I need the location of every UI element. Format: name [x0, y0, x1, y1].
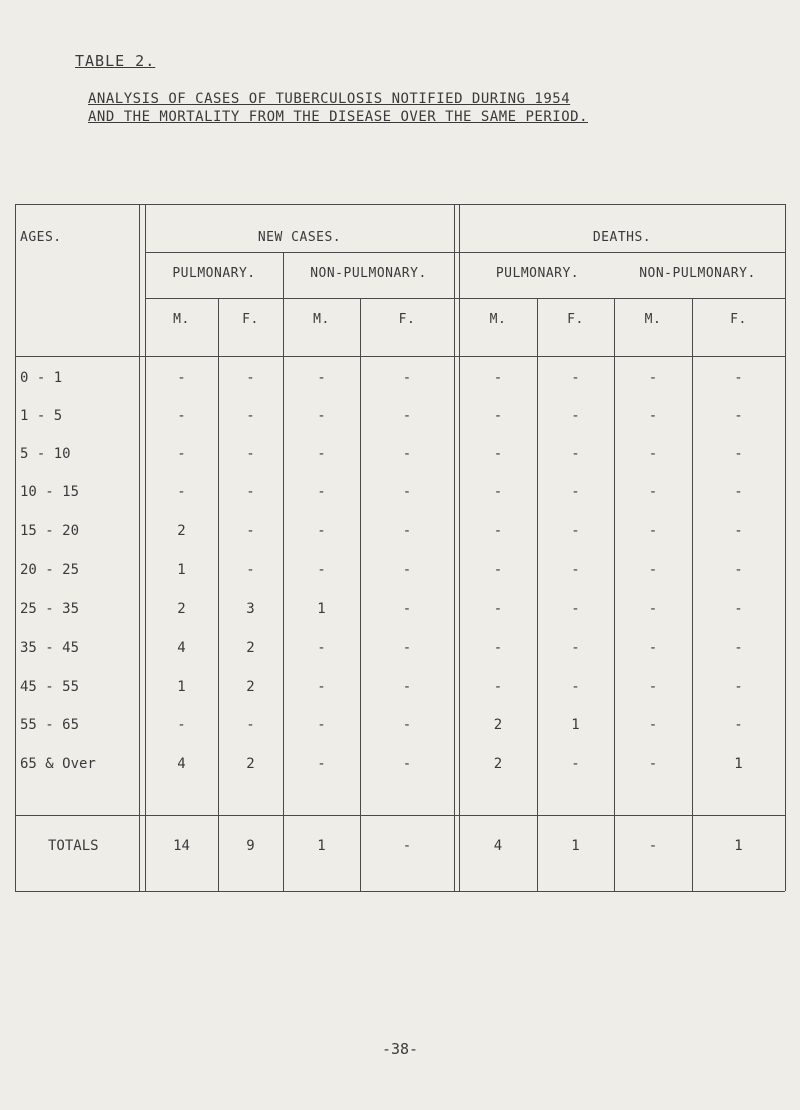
table-cell: -: [246, 484, 255, 500]
age-group-label: 55 - 65: [20, 717, 80, 733]
table-cell: -: [246, 408, 255, 424]
table-cell: -: [571, 370, 580, 386]
title-line-2: AND THE MORTALITY FROM THE DISEASE OVER THE SAME PERIOD.: [88, 109, 589, 125]
totals-cell: -: [402, 838, 412, 854]
table-cell: -: [648, 601, 658, 617]
table-cell: -: [402, 717, 412, 733]
totals-cell: -: [648, 838, 658, 854]
table-cell: 4: [177, 640, 186, 656]
table-cell: -: [493, 640, 503, 656]
table-cell: -: [571, 562, 580, 578]
table-cell: -: [571, 601, 580, 617]
table-cell: -: [571, 408, 580, 424]
table-cell: -: [246, 562, 255, 578]
table-cell: -: [402, 370, 412, 386]
table-cell: -: [571, 484, 580, 500]
table-cell: -: [317, 756, 326, 772]
deaths-non-pulmonary-header: NON-PULMONARY.: [639, 266, 756, 281]
table-cell: -: [317, 562, 326, 578]
table-cell: 3: [246, 601, 255, 617]
table-cell: -: [246, 370, 255, 386]
age-group-label: 1 - 5: [20, 408, 63, 424]
table-cell: -: [402, 523, 412, 539]
table-cell: 2: [177, 601, 186, 617]
sex-header-0: M.: [173, 312, 190, 327]
sex-header-4: M.: [489, 312, 507, 327]
table-cell: -: [402, 601, 412, 617]
table-cell: -: [177, 717, 186, 733]
new-pulmonary-header: PULMONARY.: [172, 266, 256, 281]
title-line-1: ANALYSIS OF CASES OF TUBERCULOSIS NOTIFIED DURING 1954: [88, 91, 571, 107]
table-cell: -: [648, 756, 658, 772]
table-cell: -: [317, 408, 326, 424]
table-cell: -: [571, 523, 580, 539]
table-cell: -: [177, 408, 186, 424]
table-cell: 2: [493, 756, 503, 772]
table-cell: -: [493, 601, 503, 617]
table-cell: -: [402, 756, 412, 772]
table-cell: -: [493, 408, 503, 424]
table-cell: 1: [734, 756, 743, 772]
table-cell: -: [246, 717, 255, 733]
table-cell: -: [493, 523, 503, 539]
totals-cell: 4: [493, 838, 503, 854]
table-cell: -: [317, 640, 326, 656]
table-cell: -: [648, 408, 658, 424]
table-cell: -: [493, 679, 503, 695]
table-title: [88, 90, 588, 126]
table-cell: -: [571, 756, 580, 772]
age-group-label: 5 - 10: [20, 446, 71, 462]
sex-header-6: M.: [644, 312, 662, 327]
table-cell: -: [734, 601, 743, 617]
table-cell: 1: [317, 601, 326, 617]
table-cell: -: [402, 446, 412, 462]
table-cell: -: [734, 446, 743, 462]
totals-cell: 9: [246, 838, 255, 854]
table-cell: -: [734, 523, 743, 539]
table-cell: -: [317, 523, 326, 539]
table-cell: -: [317, 446, 326, 462]
deaths-header: DEATHS.: [592, 230, 652, 245]
table-cell: -: [571, 640, 580, 656]
table-cell: 2: [246, 679, 255, 695]
sex-header-2: M.: [313, 312, 330, 327]
age-group-label: 10 - 15: [20, 484, 80, 500]
table-cell: -: [734, 562, 743, 578]
table-cell: -: [317, 370, 326, 386]
table-cell: 1: [177, 562, 186, 578]
table-cell: 2: [246, 640, 255, 656]
table-cell: -: [648, 562, 658, 578]
sex-header-1: F.: [242, 312, 259, 327]
table-cell: -: [734, 679, 743, 695]
age-group-label: 65 & Over: [20, 756, 96, 772]
age-group-label: 20 - 25: [20, 562, 80, 578]
table-cell: -: [402, 679, 412, 695]
table-cell: -: [246, 446, 255, 462]
table-cell: -: [648, 717, 658, 733]
page-number: -38-: [381, 1040, 419, 1058]
table-cell: -: [648, 640, 658, 656]
deaths-pulmonary-header: PULMONARY.: [495, 266, 580, 281]
totals-label: TOTALS: [48, 838, 99, 854]
ages-header: AGES.: [20, 230, 62, 245]
totals-cell: 14: [173, 838, 190, 854]
table-cell: -: [493, 370, 503, 386]
table-cell: 2: [493, 717, 503, 733]
totals-cell: 1: [317, 838, 326, 854]
table-cell: -: [402, 640, 412, 656]
table-cell: -: [734, 640, 743, 656]
sex-header-5: F.: [567, 312, 584, 327]
table-cell: -: [648, 446, 658, 462]
table-cell: -: [177, 484, 186, 500]
table-cell: -: [648, 370, 658, 386]
table-cell: -: [648, 523, 658, 539]
table-cell: 1: [177, 679, 186, 695]
table-cell: -: [734, 370, 743, 386]
table-cell: 4: [177, 756, 186, 772]
table-cell: -: [648, 484, 658, 500]
table-cell: 1: [571, 717, 580, 733]
sex-header-7: F.: [730, 312, 747, 327]
table-cell: -: [402, 408, 412, 424]
table-cell: -: [317, 679, 326, 695]
table-cell: -: [402, 484, 412, 500]
table-cell: -: [246, 523, 255, 539]
table-cell: -: [571, 679, 580, 695]
age-group-label: 45 - 55: [20, 679, 80, 695]
age-group-label: 0 - 1: [20, 370, 63, 386]
table-cell: -: [317, 717, 326, 733]
totals-cell: 1: [734, 838, 743, 854]
table-cell: -: [177, 446, 186, 462]
sex-header-3: F.: [398, 312, 416, 327]
table-cell: 2: [246, 756, 255, 772]
table-cell: -: [648, 679, 658, 695]
age-group-label: 15 - 20: [20, 523, 80, 539]
table-number: TABLE 2.: [75, 52, 156, 70]
table-cell: -: [734, 408, 743, 424]
table-cell: -: [177, 370, 186, 386]
table-cell: -: [734, 484, 743, 500]
new-cases-header: NEW CASES.: [257, 230, 342, 245]
table-cell: -: [493, 562, 503, 578]
table-cell: -: [734, 717, 743, 733]
table-cell: -: [402, 562, 412, 578]
table-cell: -: [493, 484, 503, 500]
table-cell: -: [317, 484, 326, 500]
age-group-label: 25 - 35: [20, 601, 80, 617]
table-cell: 2: [177, 523, 186, 539]
table-cell: -: [571, 446, 580, 462]
new-non-pulmonary-header: NON-PULMONARY.: [310, 266, 427, 281]
age-group-label: 35 - 45: [20, 640, 80, 656]
totals-cell: 1: [571, 838, 580, 854]
table-cell: -: [493, 446, 503, 462]
